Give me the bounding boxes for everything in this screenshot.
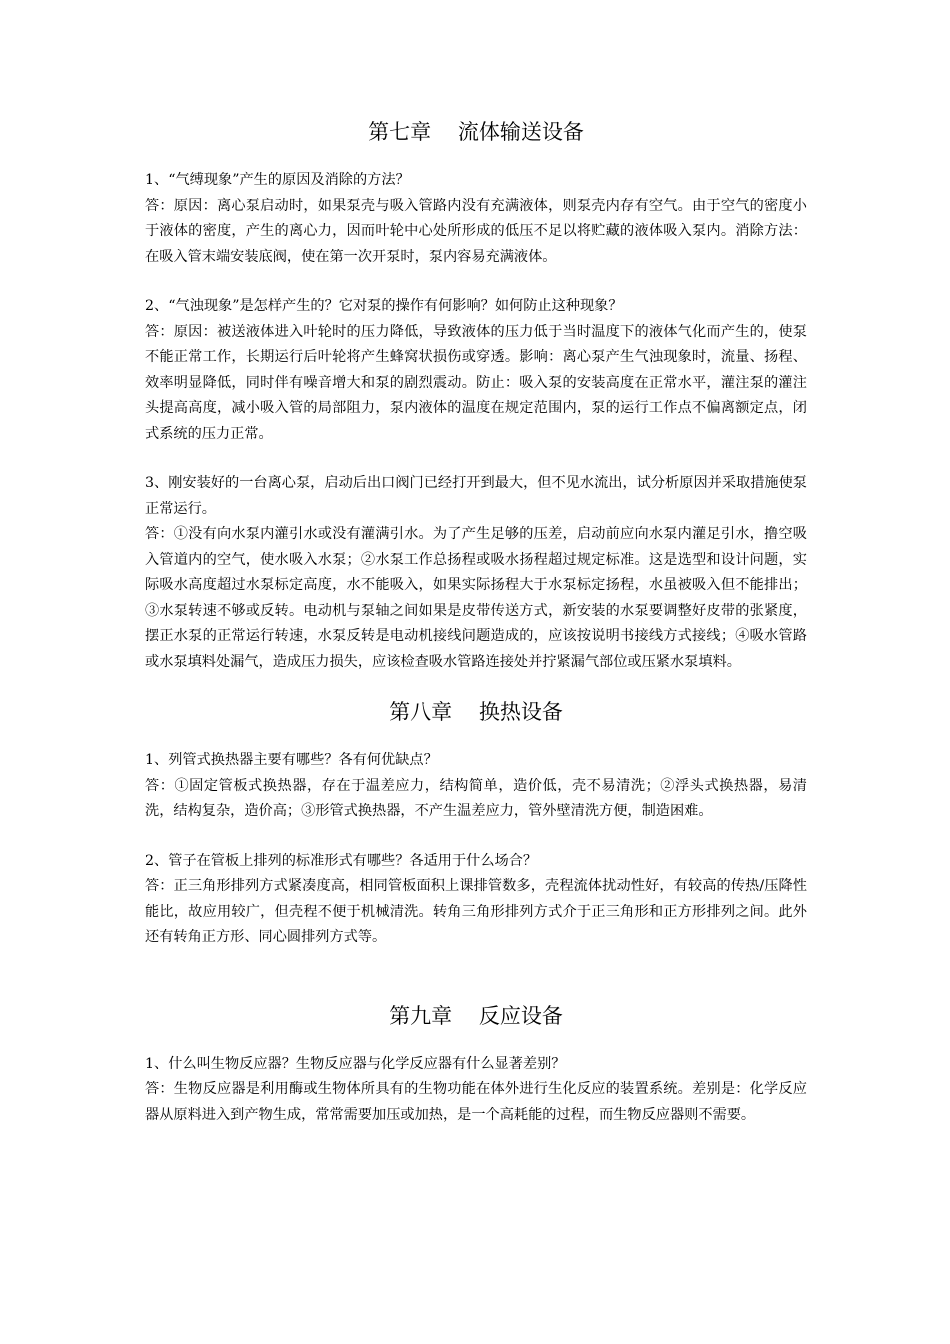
chapter-title: 第九章 反应设备: [389, 1003, 563, 1028]
chapter-8: [145, 696, 807, 951]
question: 3、刚安装好的一台离心泵，启动后出口阀门已经打开到最大，但不见水流出，试分析原因并采取措施使泵正常运行。: [145, 475, 807, 517]
chapter-9: [145, 1000, 807, 1129]
question: 2、管子在管板上排列的标准形式有哪些？各适用于什么场合？: [145, 852, 538, 869]
chapter-title: 第八章 换热设备: [389, 700, 563, 724]
document-page: [145, 0, 807, 1128]
qa-item: [145, 294, 807, 447]
question: 1、什么叫生物反应器？生物反应器与化学反应器有什么显著差别？: [145, 1055, 566, 1072]
qa-item: [145, 1052, 807, 1129]
question: 1、列管式换热器主要有哪些？各有何优缺点？: [145, 752, 438, 768]
answer: 答：原因：被送液体进入叶轮时的压力降低，导致液体的压力低于当时温度下的液体气化而产生的，使泵不能正常工作，长期运行后叶轮将产生蜂窝状损伤或穿透。影响：离心泵产生气浊现象时，流量、扬程、效率明显降低，同时伴有噪音增大和泵的剧烈震动。防止：吸入泵的安装高度在正常水平，灌注泵的灌注头提高高度，减小吸入管的局部阻力，泵内液体的温度在规定范围内，泵的运行工作点不偏离额定点，闭式系统的压力正常。: [145, 323, 807, 442]
chapter-7: [145, 116, 807, 675]
answer: 答：正三角形排列方式紧凑度高，相同管板面积上课排管数多，壳程流体扰动性好，有较高的传热/压降性能比，故应用较广，但壳程不便于机械清洗。转角三角形排列方式介于正三角形和正方形排列之间。此外还有转角正方形、同心圆排列方式等。: [145, 878, 807, 945]
qa-item: [145, 471, 807, 675]
answer: 答：①没有向水泵内灌引水或没有灌满引水。为了产生足够的压差，启动前应向水泵内灌足引水，撸空吸入管道内的空气，使水吸入水泵；②水泵工作总扬程或吸水扬程超过规定标准。这是选型和设计问题，实际吸水高度超过水泵标定高度，水不能吸入，如果实际扬程大于水泵标定扬程，水虽被吸入但不能排出；③水泵转速不够或反转。电动机与泵轴之间如果是皮带传送方式，新安装的水泵要调整好皮带的张紧度，摆正水泵的正常运行转速，水泵反转是电动机接线问题造成的，应该按说明书接线方式接线；④吸水管路或水泵填料处漏气，造成压力损失，应该检查吸水管路连接处并拧紧漏气部位或压紧水泵填料。: [145, 526, 807, 670]
answer: 答：①固定管板式换热器，存在于温差应力，结构简单，造价低，壳不易清洗；②浮头式换热器，易清洗，结构复杂，造价高；③形管式换热器，不产生温差应力，管外壁清洗方便，制造困难。: [145, 777, 807, 819]
qa-item: [145, 748, 807, 825]
qa-item: [145, 168, 807, 270]
chapter-title: 第七章 流体输送设备: [368, 120, 584, 144]
qa-item: [145, 849, 807, 951]
question: 1、“气缚现象”产生的原因及消除的方法？: [145, 172, 410, 188]
answer: 答：生物反应器是利用酶或生物体所具有的生物功能在体外进行生化反应的装置系统。差别是：化学反应器从原料进入到产物生成，常常需要加压或加热，是一个高耗能的过程，而生物反应器则不需要。: [145, 1081, 807, 1123]
question: 2、“气浊现象”是怎样产生的？它对泵的操作有何影响？如何防止这种现象？: [145, 298, 623, 314]
answer: 答：原因：离心泵启动时，如果泵壳与吸入管路内没有充满液体，则泵壳内存有空气。由于空气的密度小于液体的密度，产生的离心力，因而叶轮中心处所形成的低压不足以将贮藏的液体吸入泵内。消除方法：在吸入管末端安装底阀，使在第一次开泵时，泵内容易充满液体。: [145, 197, 807, 265]
